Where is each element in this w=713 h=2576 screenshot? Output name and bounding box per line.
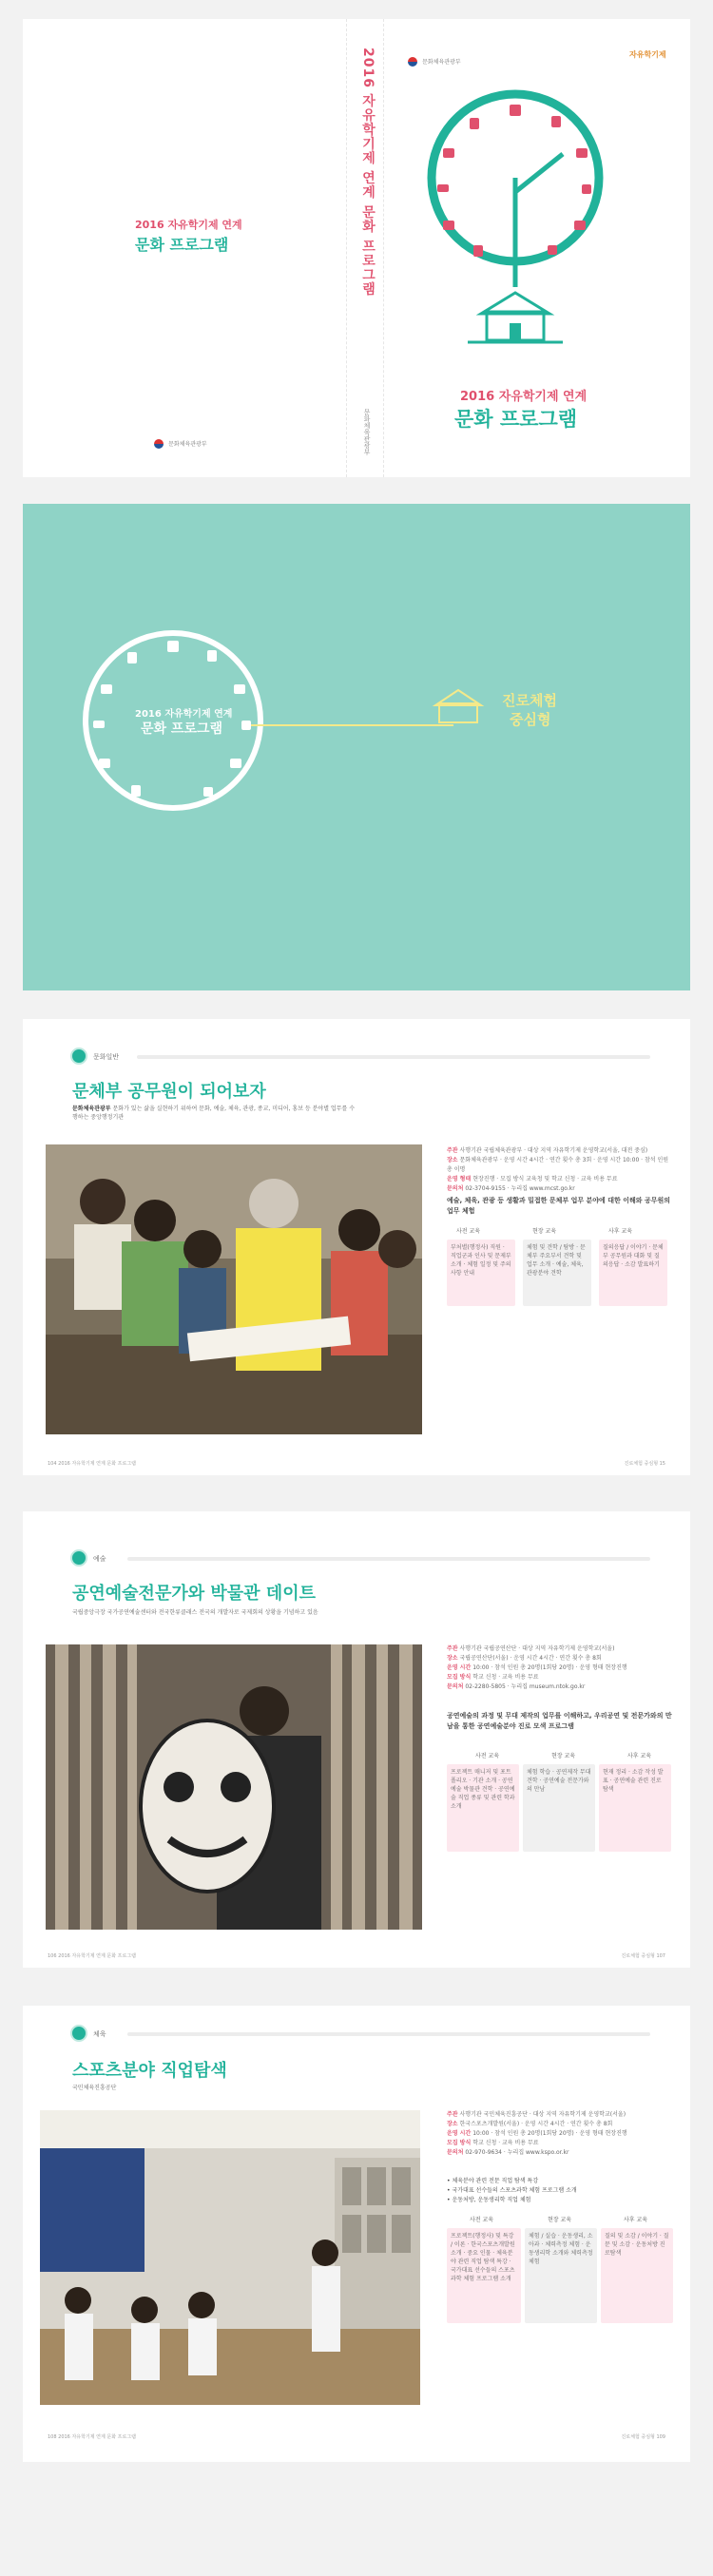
step-box: 프로젝트(행정사) 및 특강 / 이론 · 한국스포츠개발원 소개 · 중요 인물 · 체육분야 관련 직업 탐색 특강 · 국가대표 선수들의 스포츠과학 체험 프로그램 소개 — [447, 2228, 521, 2323]
footer-left: 108 2016 자유학기제 연계 문화 프로그램 — [48, 2434, 137, 2440]
category-badge-icon — [70, 2025, 87, 2042]
organization-desc: 국립중앙극장 국가공연예술센터와 전국한류클래스 전국의 개발자로 국제회의 상황을 기념하고 있음 — [72, 1609, 318, 1616]
step-heading: 현장 교육 — [551, 1753, 576, 1759]
step-box: 부처별(행정사) 직원 · 직업군과 인사 및 문제부 소개 · 체험 일정 및 주의사항 안내 — [447, 1240, 515, 1306]
spine-ministry: 문화체육관광부 — [363, 409, 371, 455]
section-divider — [23, 504, 690, 990]
footer-left: 106 2016 자유학기제 연계 문화 프로그램 — [48, 1953, 137, 1959]
step-box: 질의응답 / 이야기 · 문체부 공무원과 대화 및 질의응답 · 소감 발표하기 — [599, 1240, 667, 1306]
back-cover-ministry — [154, 433, 207, 452]
front-cover-title: 문화 프로그램 — [454, 408, 578, 431]
footer-right: 진로체험 중심형 109 — [621, 2434, 665, 2440]
program-type-line2: 중심형 — [510, 711, 551, 728]
step-heading: 사전 교육 — [456, 1228, 481, 1235]
korea-emblem-icon — [408, 57, 417, 67]
category-rule — [137, 1055, 650, 1059]
program-description: 공연예술의 과정 및 무대 제작의 업무를 이해하고, 우리공연 및 전문가와의 만남을 통한 공연예술분야 진로 모색 프로그램 — [447, 1712, 672, 1730]
program-info — [447, 2110, 675, 2158]
step-box: 체험 학습 · 공연제작 무대 견학 · 공연예술 전문가와의 만남 — [523, 1764, 595, 1852]
program-info — [447, 1146, 675, 1194]
bullet-item: • 체육분야 관련 전문 직업 탐색 특강 — [447, 2178, 539, 2184]
info-row: 주관 사행기관 국민체육진흥공단 · 대상 지역 자유학기제 운영학교(서울) — [447, 2111, 626, 2118]
organization-name: 국민체육진흥공단 — [72, 2085, 117, 2091]
step-heading: 사후 교육 — [627, 1753, 652, 1759]
footer-left: 104 2016 자유학기제 연계 문화 프로그램 — [48, 1461, 137, 1467]
organization-name: 문화체육관광부 — [72, 1105, 111, 1112]
step-box: 질의 및 소감 / 이야기 · 질문 및 소감 · 운동처방 진로탐색 — [601, 2228, 673, 2323]
front-cover-subtitle: 2016 자유학기제 연계 — [460, 390, 588, 404]
cover-clock-illustration — [420, 87, 610, 392]
category-badge-icon — [70, 1048, 87, 1065]
back-cover-subtitle: 2016 자유학기제 연계 — [135, 219, 242, 231]
step-box: 체험 / 실습 · 운동생리, 소아과 · 체력측정 체험 · 운동생리학 소개와 체력측정 체험 — [525, 2228, 597, 2323]
program-page-2 — [23, 1511, 690, 1968]
info-row: 문의처 02-3704-9155 · 누리집 www.mcst.go.kr — [447, 1185, 575, 1192]
program-title: 공연예술전문가와 박물관 데이트 — [72, 1584, 316, 1604]
step-heading: 사후 교육 — [608, 1228, 633, 1235]
program-photo — [46, 1644, 422, 1930]
organization-block — [72, 1105, 357, 1122]
section-clock-title: 문화 프로그램 — [141, 721, 223, 737]
organization-desc: 문화가 있는 삶을 실현하기 위하여 문화, 예술, 체육, 관광, 종교, 미디어, 홍보 등 분야별 업무를 수행하는 중앙행정기관 — [72, 1105, 356, 1121]
info-row: 모집 방식 학교 신청 · 교육 비용 무료 — [447, 1674, 539, 1681]
category-badge-icon — [70, 1549, 87, 1567]
section-clock-subtitle: 2016 자유학기제 연계 — [135, 709, 233, 720]
cover-spread — [23, 19, 690, 477]
category-label: 체육 — [93, 2030, 106, 2038]
program-page-3 — [23, 2006, 690, 2462]
bullet-item: • 국가대표 선수들의 스포츠과학 체험 프로그램 소개 — [447, 2187, 577, 2194]
info-row: 문의처 02-970-9634 · 누리집 www.kspo.or.kr — [447, 2149, 569, 2156]
back-cover-title: 문화 프로그램 — [135, 236, 229, 254]
step-box: 프로젝트 매니저 및 포트폴리오 · 기관 소개 · 공연예술 박물관 견학 · 공연예술 직업 종류 및 관련 학과 소개 — [447, 1764, 519, 1852]
info-row: 모집 방식 학교 신청 · 교육 비용 무료 — [447, 2140, 539, 2146]
program-photo — [46, 1144, 422, 1434]
step-heading: 사전 교육 — [470, 2217, 494, 2223]
category-rule — [127, 1557, 650, 1561]
info-row: 문의처 02-2280-5805 · 누리집 museum.ntok.go.kr — [447, 1683, 586, 1690]
program-photo — [40, 2110, 420, 2405]
step-heading: 사후 교육 — [624, 2217, 648, 2223]
step-box: 현재 정리 · 소감 작성 발표 · 공연예술 관련 진로 탐색 — [599, 1764, 671, 1852]
info-row: 장소 한국스포츠개발원(서울) · 운영 시간 4시간 · 연간 횟수 총 8회 — [447, 2121, 613, 2127]
program-page-1 — [23, 1019, 690, 1475]
free-semester-logo: 자유학기제 — [629, 50, 666, 59]
spine-title: 2016 자유학기제 연계 문화 프로그램 — [360, 48, 376, 297]
korea-emblem-icon — [154, 439, 164, 449]
info-row: 장소 국립공연산단(서울) · 운영 시간 4시간 · 연간 횟수 총 8회 — [447, 1655, 602, 1662]
info-row: 주관 사행기관 국립공연산단 · 대상 지역 자유학기제 운영학교(서울) — [447, 1645, 615, 1652]
footer-right: 진로체험 중심형 107 — [621, 1953, 665, 1959]
program-type-line1: 진로체험 — [502, 692, 557, 709]
info-row: 운영 형태 현장진행 · 모집 방식 교육청 및 학교 신청 · 교육 비용 무료 — [447, 1176, 618, 1182]
bullet-item: • 운동처방, 운동생리학 직업 체험 — [447, 2197, 531, 2203]
step-heading: 현장 교육 — [548, 2217, 572, 2223]
program-info — [447, 1644, 675, 1692]
category-label: 예술 — [93, 1555, 106, 1563]
category-label: 문화일반 — [93, 1053, 120, 1061]
program-title: 문체부 공무원이 되어보자 — [72, 1082, 266, 1102]
info-row: 운영 시간 10:00 · 참석 인원 총 20명(1회당 20명) · 운영 형태 현장진행 — [447, 1664, 627, 1671]
program-bullets — [447, 2177, 675, 2205]
ministry-label: 문화체육관광부 — [168, 441, 207, 448]
step-heading: 현장 교육 — [532, 1228, 557, 1235]
footer-right: 진로체험 중심형 15 — [624, 1461, 665, 1467]
info-row: 주관 사행기관 국립체육관광부 · 대상 지역 자유학기제 운영학교(서울, 대전 중심) — [447, 1147, 648, 1154]
step-box: 체험 및 견학 / 탐방 · 문체부 주요부서 견학 및 업무 소개 · 예술, 체육, 관광분야 견학 — [523, 1240, 591, 1306]
program-title: 스포츠분야 직업탐색 — [72, 2061, 227, 2081]
front-cover-ministry — [408, 51, 461, 69]
info-row: 장소 문화체육관광부 · 운영 시간 4시간 · 연간 횟수 총 3회 · 운영 시간 10:00 · 참석 인원 총 이명 — [447, 1157, 669, 1173]
info-row: 운영 시간 10:00 · 참석 인원 총 20명(1회당 20명) · 운영 형태 현장진행 — [447, 2130, 627, 2137]
category-rule — [127, 2032, 650, 2036]
program-description: 예술, 체육, 관광 등 생활과 밀접한 문체부 업무 분야에 대한 이해와 공무원의 업무 체험 — [447, 1197, 670, 1215]
step-heading: 사전 교육 — [475, 1753, 500, 1759]
ministry-label: 문화체육관광부 — [422, 59, 461, 66]
